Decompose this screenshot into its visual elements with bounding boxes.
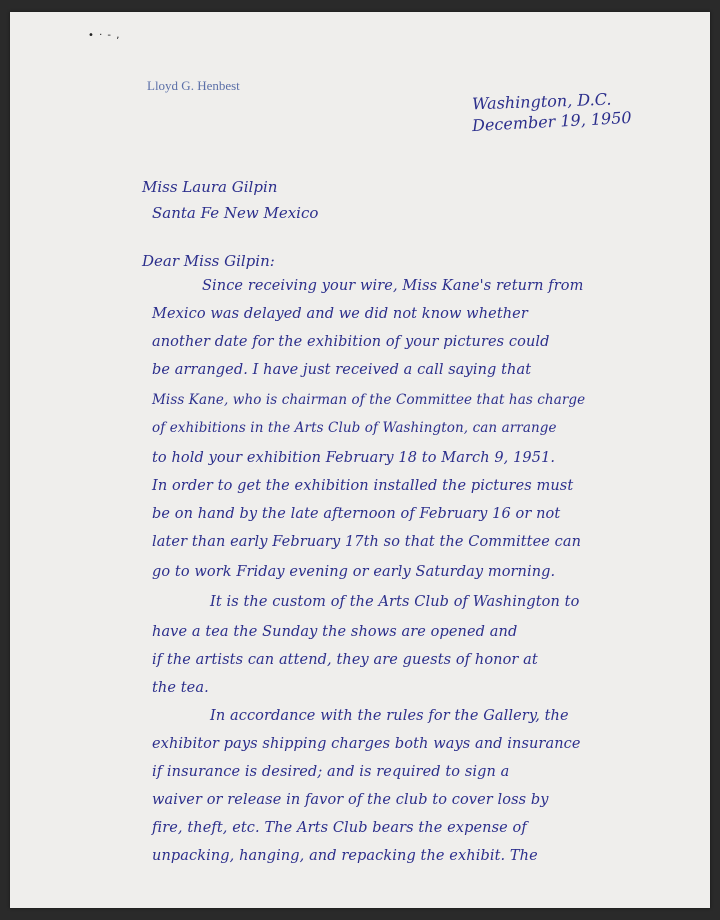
body-line: to hold your exhibition February 18 to March 9, 1951. [152,450,556,466]
salutation: Dear Miss Gilpin: [142,252,275,270]
body-line: Miss Kane, who is chairman of the Committee that has charge [152,392,586,408]
body-line: be on hand by the late afternoon of February 16 or not [152,506,561,522]
recipient-name: Miss Laura Gilpin [142,178,278,196]
recipient-location: Santa Fe New Mexico [152,204,319,222]
body-line: if the artists can attend, they are guests of honor at [152,652,538,668]
body-line: In order to get the exhibition installed the pictures must [152,478,574,494]
body-line: Since receiving your wire, Miss Kane's return from [202,278,584,294]
letter-date: December 19, 1950 [471,107,632,136]
body-line: of exhibitions in the Arts Club of Washington, can arrange [152,420,557,436]
body-line: be arranged. I have just received a call saying that [152,362,532,378]
body-line: if insurance is desired; and is required to sign a [152,764,510,780]
body-line: another date for the exhibition of your pictures could [152,334,550,350]
corner-marks: • · - , [88,30,121,41]
letter-page [10,12,710,908]
body-line: exhibitor pays shipping charges both ways and insurance [152,736,581,752]
body-line: Mexico was delayed and we did not know whether [152,306,528,322]
body-line: the tea. [152,680,209,696]
letterhead-name: Lloyd G. Henbest [147,78,240,93]
body-line: fire, theft, etc. The Arts Club bears the expense of [152,820,527,836]
body-line: In accordance with the rules for the Gallery, the [210,708,569,724]
letter-place: Washington, D.C. [471,89,612,114]
body-line: unpacking, hanging, and repacking the exhibit. The [152,848,538,864]
body-line: go to work Friday evening or early Saturday morning. [152,564,556,580]
body-line: later than early February 17th so that the Committee can [152,534,582,550]
body-line: It is the custom of the Arts Club of Washington to [210,594,580,610]
body-line: waiver or release in favor of the club to cover loss by [152,792,549,808]
body-line: have a tea the Sunday the shows are opened and [152,624,518,640]
